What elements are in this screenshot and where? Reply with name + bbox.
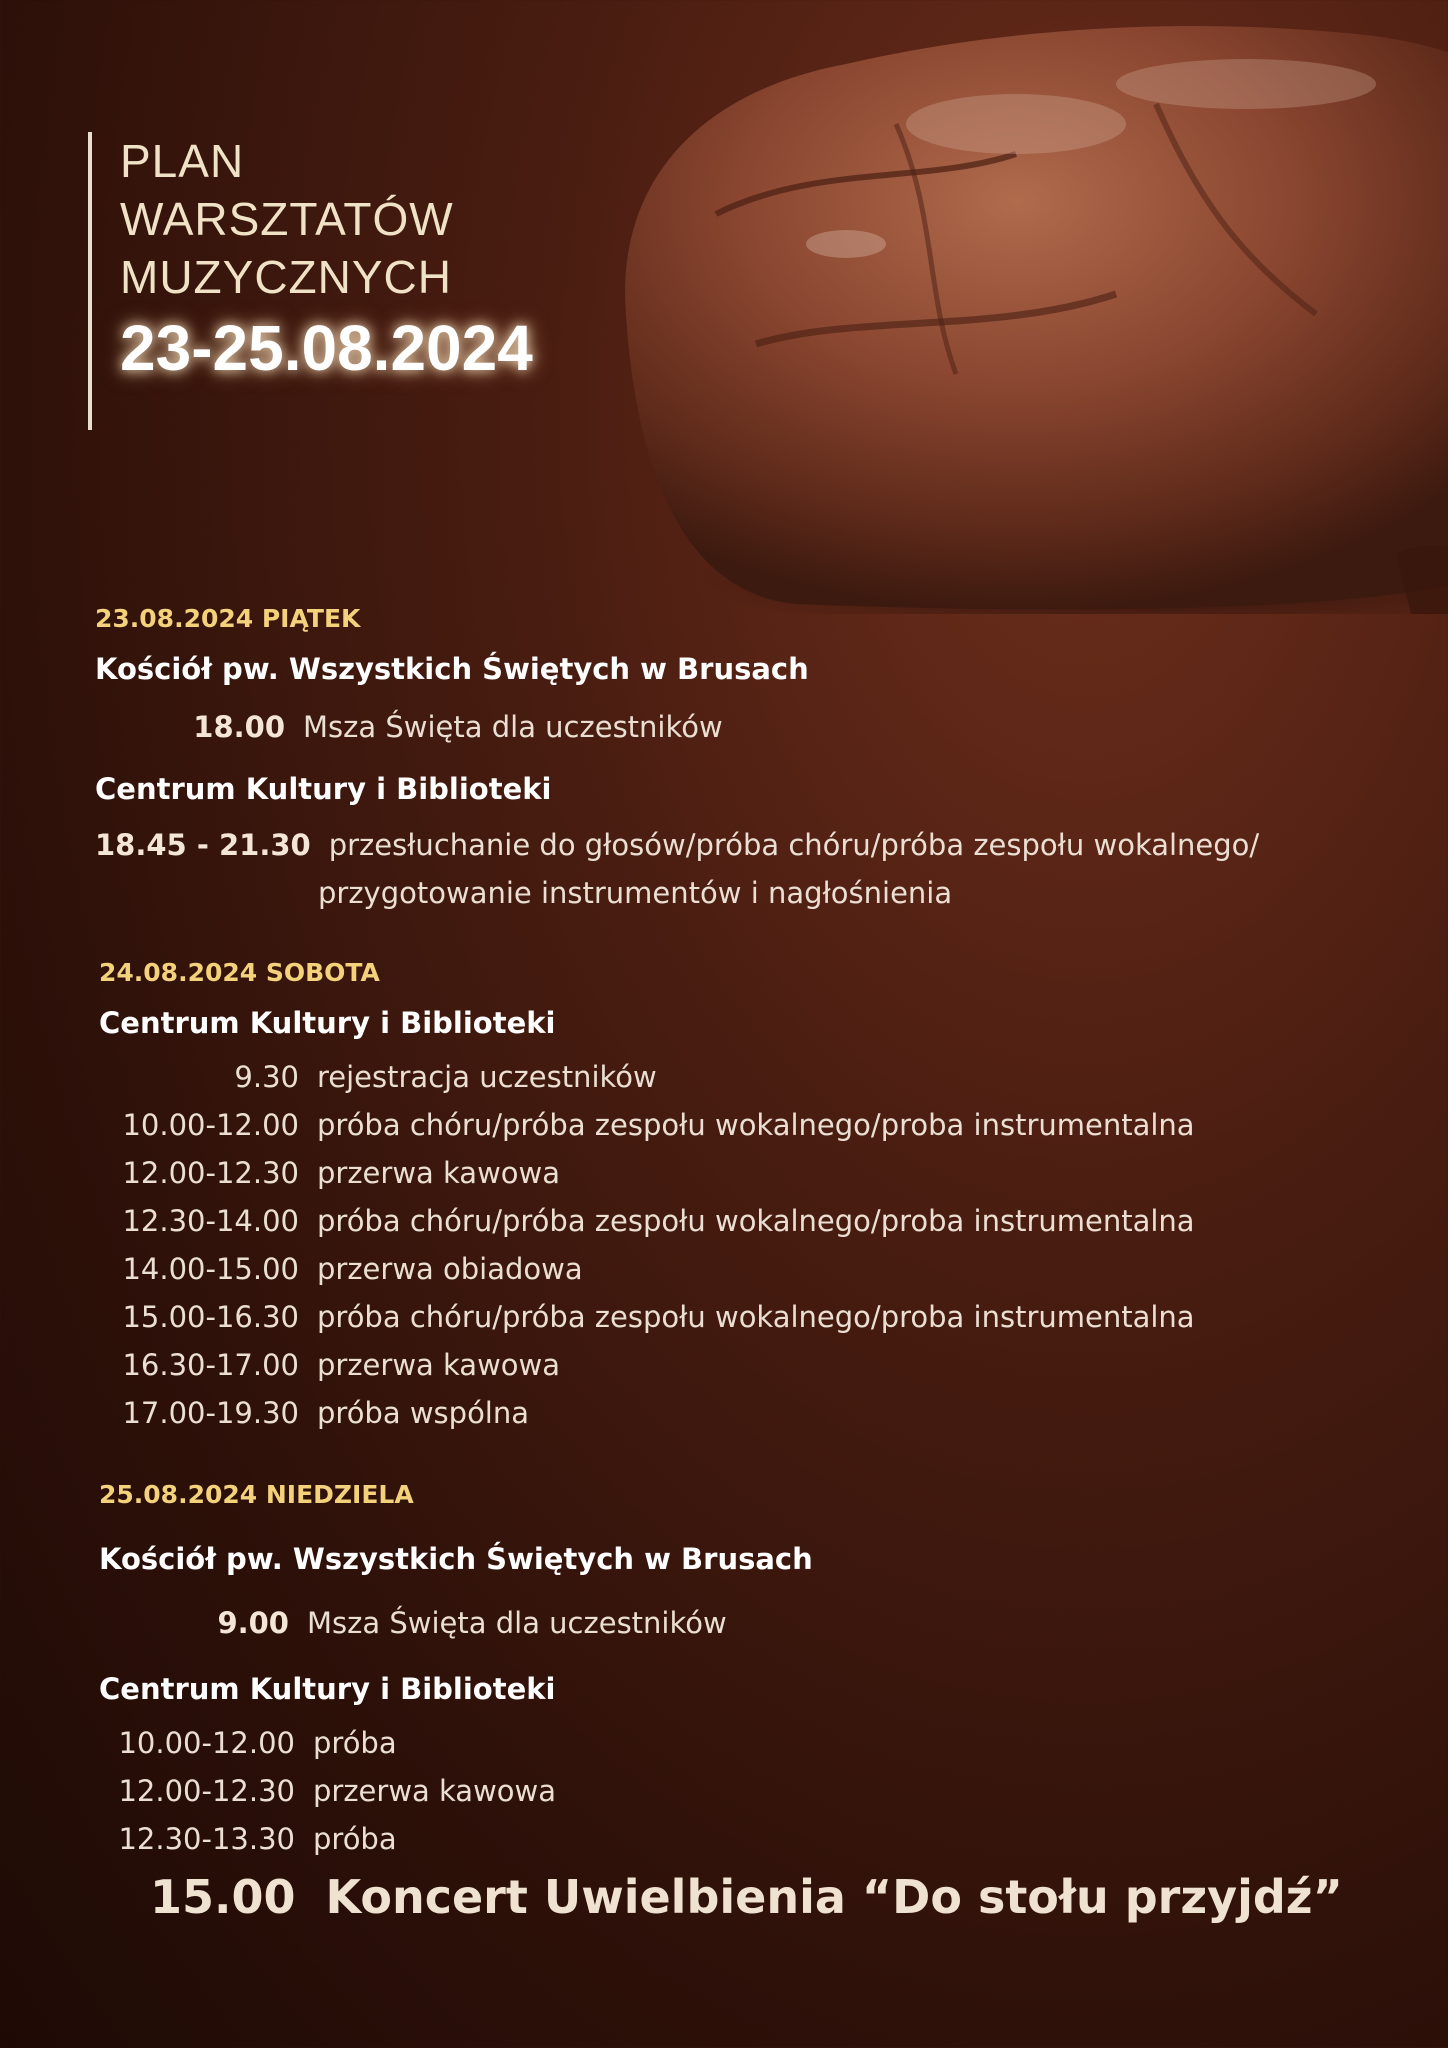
description: próba chóru/próba zespołu wokalnego/proba instrumentalna: [317, 1204, 1195, 1238]
description-continued: przygotowanie instrumentów i nagłośnienia: [318, 876, 953, 910]
venue-name: Kościół pw. Wszystkich Świętych w Brusach: [99, 1542, 813, 1576]
time: 12.00-12.30: [122, 1156, 299, 1190]
description: próba wspólna: [317, 1396, 530, 1430]
description: próba chóru/próba zespołu wokalnego/proba instrumentalna: [317, 1300, 1195, 1334]
concert-time: 15.00: [150, 1870, 296, 1924]
venue-name: Centrum Kultury i Biblioteki: [99, 1672, 556, 1706]
description: próba: [313, 1822, 397, 1856]
time: 18.45 - 21.30: [95, 828, 311, 862]
schedule-row: [99, 1606, 727, 1640]
time: 15.00-16.30: [122, 1300, 299, 1334]
title-line: PLAN: [120, 135, 245, 187]
description: przerwa kawowa: [317, 1156, 561, 1190]
schedule-row: [99, 1396, 529, 1430]
day-label: 24.08.2024 SOBOTA: [99, 958, 380, 987]
description: próba chóru/próba zespołu wokalnego/proba instrumentalna: [317, 1108, 1195, 1142]
description: Msza Święta dla uczestników: [303, 710, 723, 744]
schedule-row: [99, 1204, 1195, 1238]
time: 17.00-19.30: [122, 1396, 299, 1430]
description: Msza Święta dla uczestników: [307, 1606, 727, 1640]
description: przerwa obiadowa: [317, 1252, 583, 1286]
description: przesłuchanie do głosów/próba chóru/próba zespołu wokalnego/: [328, 828, 1260, 862]
title-block: [88, 132, 533, 430]
time: 12.30-13.30: [118, 1822, 295, 1856]
time: 14.00-15.00: [122, 1252, 299, 1286]
schedule-row: [95, 710, 723, 744]
description: przerwa kawowa: [317, 1348, 561, 1382]
description: przerwa kawowa: [313, 1774, 557, 1808]
time: 10.00-12.00: [118, 1726, 295, 1760]
schedule-row: [95, 828, 1259, 862]
concert-line: [150, 1870, 1343, 1924]
bread-image: [596, 14, 1448, 614]
concert-title: Koncert Uwielbienia “Do stołu przyjdź”: [325, 1870, 1343, 1924]
day-label: 23.08.2024 PIĄTEK: [95, 604, 361, 633]
description: próba: [313, 1726, 397, 1760]
schedule-row: [95, 1822, 397, 1856]
schedule-row: [99, 1348, 560, 1382]
schedule-row: [99, 1300, 1195, 1334]
time: 9.00: [217, 1606, 289, 1640]
time: 12.30-14.00: [122, 1204, 299, 1238]
date-range: 23-25.08.2024: [120, 312, 533, 384]
schedule-row: [99, 1060, 657, 1094]
time: 18.00: [193, 710, 285, 744]
time: 12.00-12.30: [118, 1774, 295, 1808]
schedule-row: [99, 1108, 1195, 1142]
time: 9.30: [234, 1060, 299, 1094]
venue-name: Centrum Kultury i Biblioteki: [95, 772, 552, 806]
schedule-row: [99, 1156, 560, 1190]
schedule-row: [99, 1252, 583, 1286]
venue-name: Kościół pw. Wszystkich Świętych w Brusach: [95, 652, 809, 686]
description: rejestracja uczestników: [317, 1060, 657, 1094]
day-label: 25.08.2024 NIEDZIELA: [99, 1480, 414, 1509]
schedule-row: [95, 1726, 397, 1760]
title-line: MUZYCZNYCH: [120, 251, 452, 303]
time: 10.00-12.00: [122, 1108, 299, 1142]
schedule-row: [95, 1774, 556, 1808]
title-line: WARSZTATÓW: [120, 193, 454, 245]
time: 16.30-17.00: [122, 1348, 299, 1382]
venue-name: Centrum Kultury i Biblioteki: [99, 1006, 556, 1040]
